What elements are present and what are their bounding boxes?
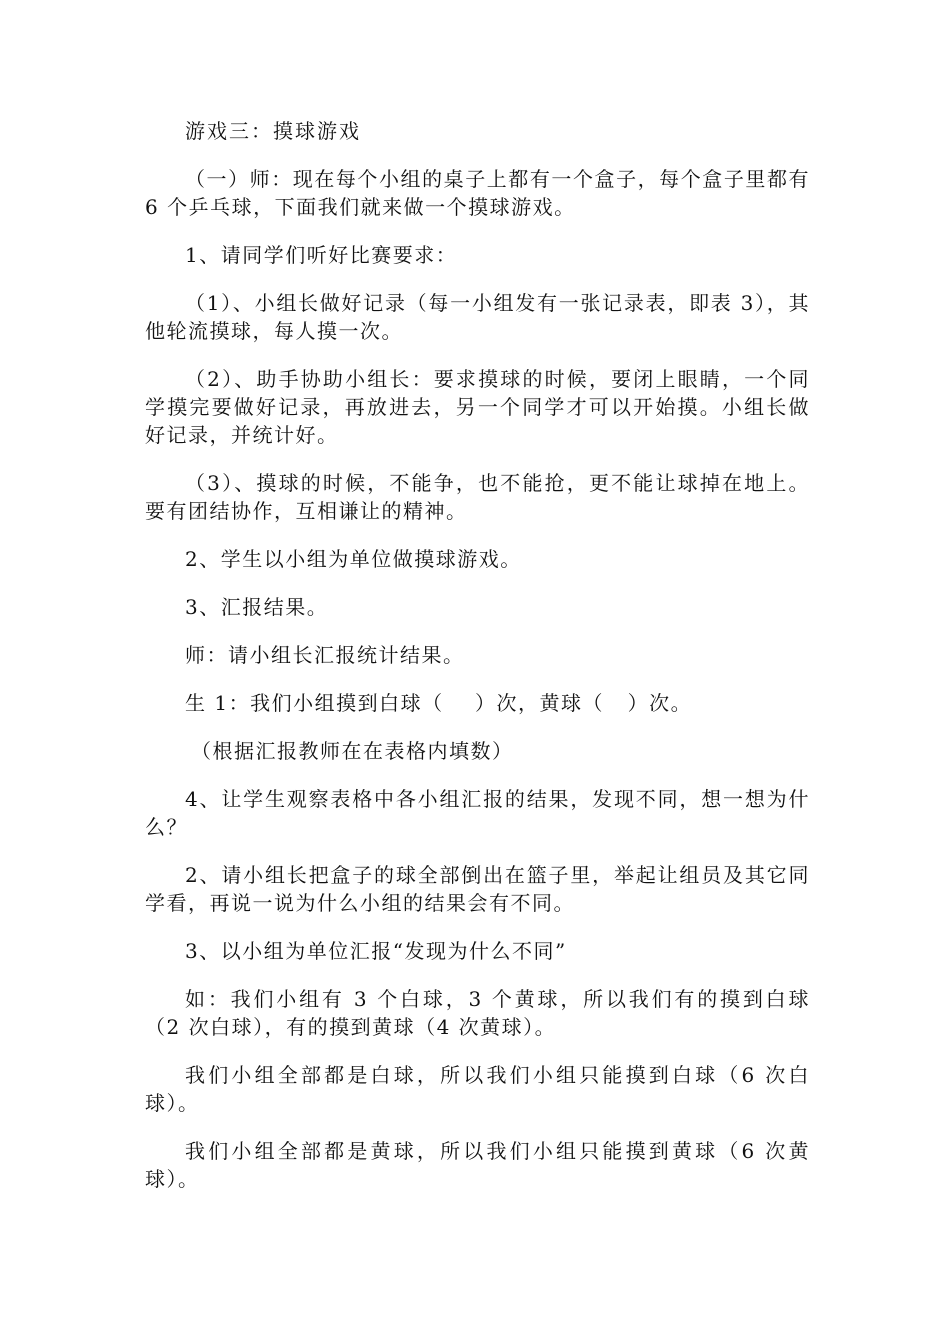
teacher-prompt-paragraph: 师：请小组长汇报统计结果。 (185, 643, 465, 667)
section-title: 游戏三：摸球游戏 (185, 119, 361, 143)
teacher-note-paragraph: （根据汇报教师在在表格内填数） (191, 739, 514, 763)
document-body (145, 117, 818, 1213)
rules-heading: 1、请同学们听好比赛要求： (185, 243, 458, 267)
step-4-paragraph: 4、让学生观察表格中各小组汇报的结果，发现不同，想一想为什么？ (145, 787, 810, 839)
student-report-paragraph: 生 1：我们小组摸到白球（ ）次，黄球（ ）次。 (185, 691, 693, 715)
example-yellow-paragraph: 我们小组全部都是黄球，所以我们小组只能摸到黄球（6 次黄球）。 (145, 1139, 810, 1191)
step-2-paragraph: 2、学生以小组为单位做摸球游戏。 (185, 547, 522, 571)
rule-3-paragraph: （3）、摸球的时候，不能争，也不能抢，更不能让球掉在地上。要有团结协作，互相谦让的精神。 (145, 471, 810, 523)
example-mixed-paragraph: 如：我们小组有 3 个白球，3 个黄球，所以我们有的摸到白球（2 次白球），有的摸到黄球（4 次黄球）。 (145, 987, 810, 1039)
example-white-paragraph: 我们小组全部都是白球，所以我们小组只能摸到白球（6 次白球）。 (145, 1063, 810, 1115)
pour-balls-paragraph: 2、请小组长把盒子的球全部倒出在篮子里，举起让组员及其它同学看，再说一说为什么小组的结果会有不同。 (145, 863, 810, 915)
rule-2-paragraph: （2）、助手协助小组长：要求摸球的时候，要闭上眼睛，一个同学摸完要做好记录，再放进去，另一个同学才可以开始摸。小组长做好记录，并统计好。 (145, 367, 810, 447)
rule-1-paragraph: （1）、小组长做好记录（每一小组发有一张记录表，即表 3），其他轮流摸球，每人摸一次。 (145, 291, 810, 343)
step-3-paragraph: 3、汇报结果。 (185, 595, 329, 619)
teacher-intro-paragraph: （一）师：现在每个小组的桌子上都有一个盒子，每个盒子里都有 6 个乒乓球，下面我们就来做一个摸球游戏。 (145, 167, 818, 219)
group-report-paragraph: 3、以小组为单位汇报“发现为什么不同” (185, 939, 567, 963)
